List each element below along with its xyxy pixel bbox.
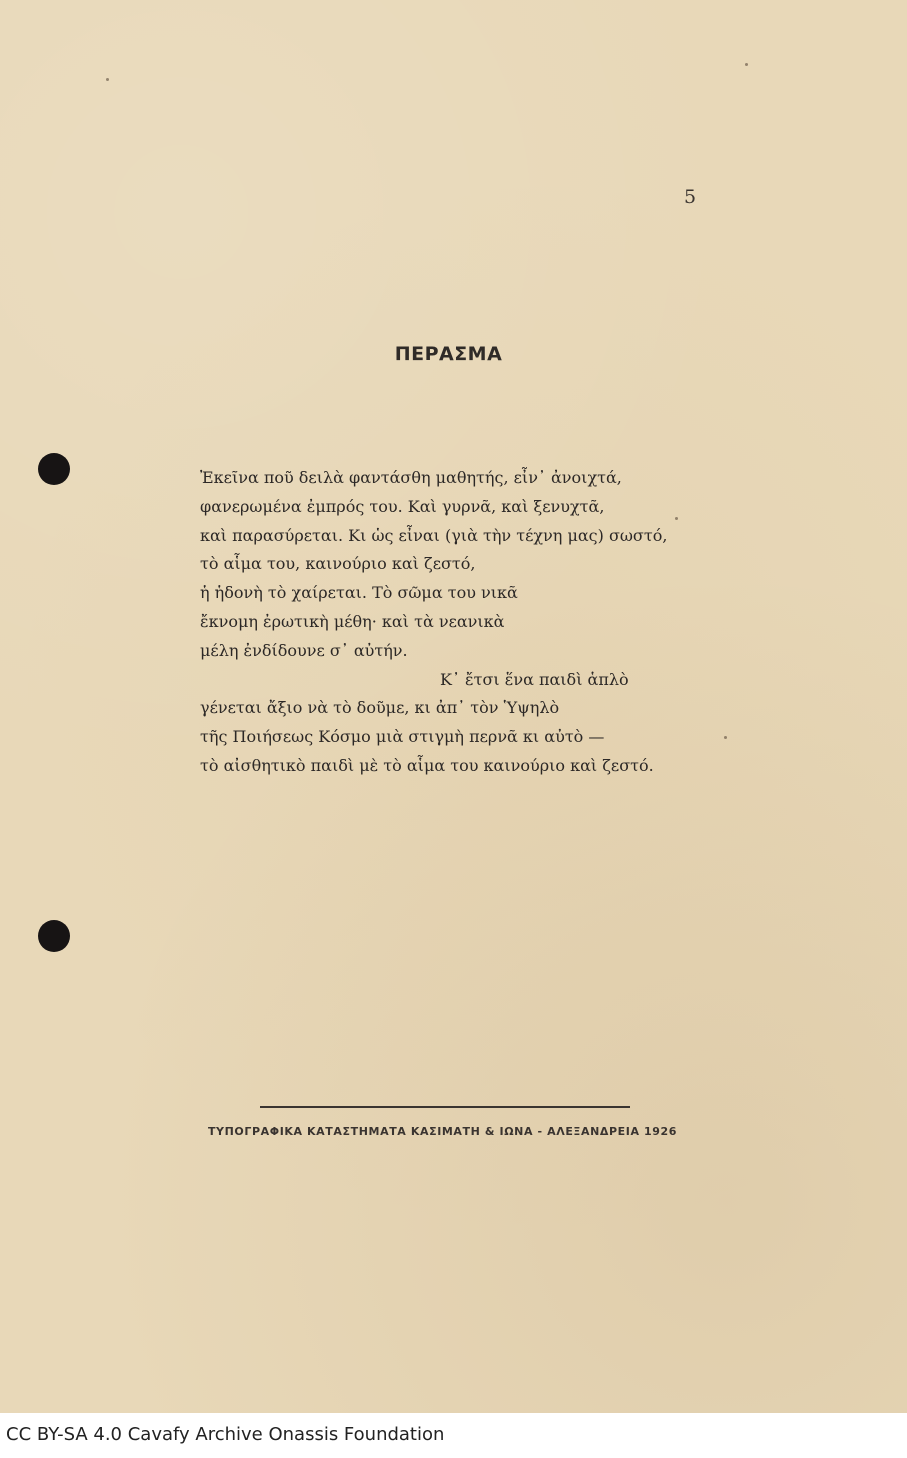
poem-line: μέλη ἐνδίδουνε σ᾿ αὐτήν. xyxy=(200,640,408,660)
footer-rule xyxy=(260,1106,630,1108)
poem-line: τῆς Ποιήσεως Κόσμο μιὰ στιγμὴ περνᾶ κι αὐτὸ — xyxy=(200,727,605,747)
poem-line: φανερωμένα ἐμπρός του. Καὶ γυρνᾶ, καὶ ξενυχτᾶ, xyxy=(200,496,605,516)
poem-line: καὶ παρασύρεται. Κι ὡς εἶναι (γιὰ τὴν τέχνη μας) σωστό, xyxy=(200,525,668,545)
poem-line: ἡ ἡδονὴ τὸ χαίρεται. Τὸ σῶμα του νικᾶ xyxy=(200,583,518,603)
paper-speck xyxy=(106,78,109,81)
poem-line: τὸ αἷμα του, καινούριο καὶ ζεστό, xyxy=(200,554,476,574)
poem-title: ΠΕΡΑΣΜΑ xyxy=(394,343,503,365)
punch-hole-top xyxy=(38,453,70,485)
poem-line: τὸ αἰσθητικὸ παιδὶ μὲ τὸ αἷμα του καινούριο καὶ ζεστό. xyxy=(200,755,654,775)
license-credit: CC BY-SA 4.0 Cavafy Archive Onassis Foundation xyxy=(6,1424,445,1445)
poem-line: Ἐκεῖνα ποῦ δειλὰ φαντάσθη μαθητής, εἶν᾿ ἀνοιχτά, xyxy=(200,468,622,487)
poem-body xyxy=(200,464,760,781)
poem-line: γένεται ἄξιο νὰ τὸ δοῦμε, κι ἀπ᾿ τὸν Ὑψηλὸ xyxy=(200,698,560,718)
punch-hole-bottom xyxy=(38,920,70,952)
poem-line: ἔκνομη ἐρωτικὴ μέθη· καὶ τὰ νεανικὰ xyxy=(200,611,505,631)
page-number: 5 xyxy=(684,186,697,208)
printer-imprint: ΤΥΠΟΓΡΑΦΙΚΑ ΚΑΤΑΣΤΗΜΑΤΑ ΚΑΣΙΜΑΤΗ & ΙΩΝΑ - ΑΛΕΞΑΝΔΡΕΙΑ 1926 xyxy=(207,1125,678,1138)
poem-line-indented: Κ᾿ ἔτσι ἕνα παιδὶ ἁπλὸ xyxy=(440,669,629,689)
paper-speck xyxy=(745,63,748,66)
